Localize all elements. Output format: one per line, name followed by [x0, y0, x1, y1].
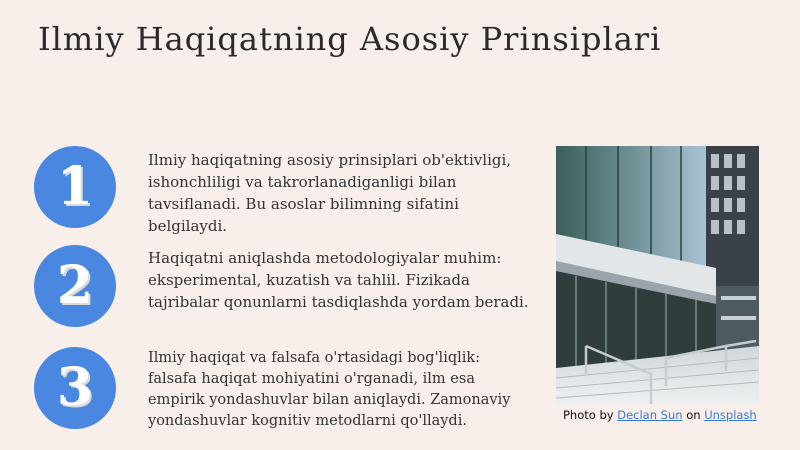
credit-joiner: on [686, 408, 701, 422]
slide-title: Ilmiy Haqiqatning Asosiy Prinsiplari [38, 20, 662, 58]
number-badge-2 [34, 245, 116, 327]
number-badge-3 [34, 347, 116, 429]
number-1-label: 1 [56, 156, 94, 217]
author-link[interactable]: Declan Sun [617, 408, 683, 422]
number-badge-1 [34, 146, 116, 228]
point-2-text: Haqiqatni aniqlashda metodologiyalar muhim: eksperimental, kuzatish va tahlil. Fizikada tajribalar qonunlarni tasdiqlashda yordam beradi. [148, 249, 529, 311]
unsplash-link[interactable]: Unsplash [704, 408, 757, 422]
building-photo [556, 146, 759, 404]
point-1-text: Ilmiy haqiqatning asosiy prinsiplari ob'ektivligi, ishonchliligi va takrorlanadiganligi bilan tavsiflanadi. Bu asoslar bilimning sifatini belgilaydi. [148, 151, 512, 235]
number-3-label: 3 [56, 357, 94, 418]
number-2-label: 2 [56, 255, 94, 316]
point-3-text: Ilmiy haqiqat va falsafa o'rtasidagi bog'liqlik: falsafa haqiqat mohiyatini o'rganadi, ilm esa empirik yondashuvlar bilan aniqlaydi. Zamonaviy yondashuvlar kognitiv metodlarni qo'llaydi. [148, 350, 511, 429]
credit-prefix: Photo by [563, 408, 614, 422]
photo-credit [563, 408, 757, 422]
